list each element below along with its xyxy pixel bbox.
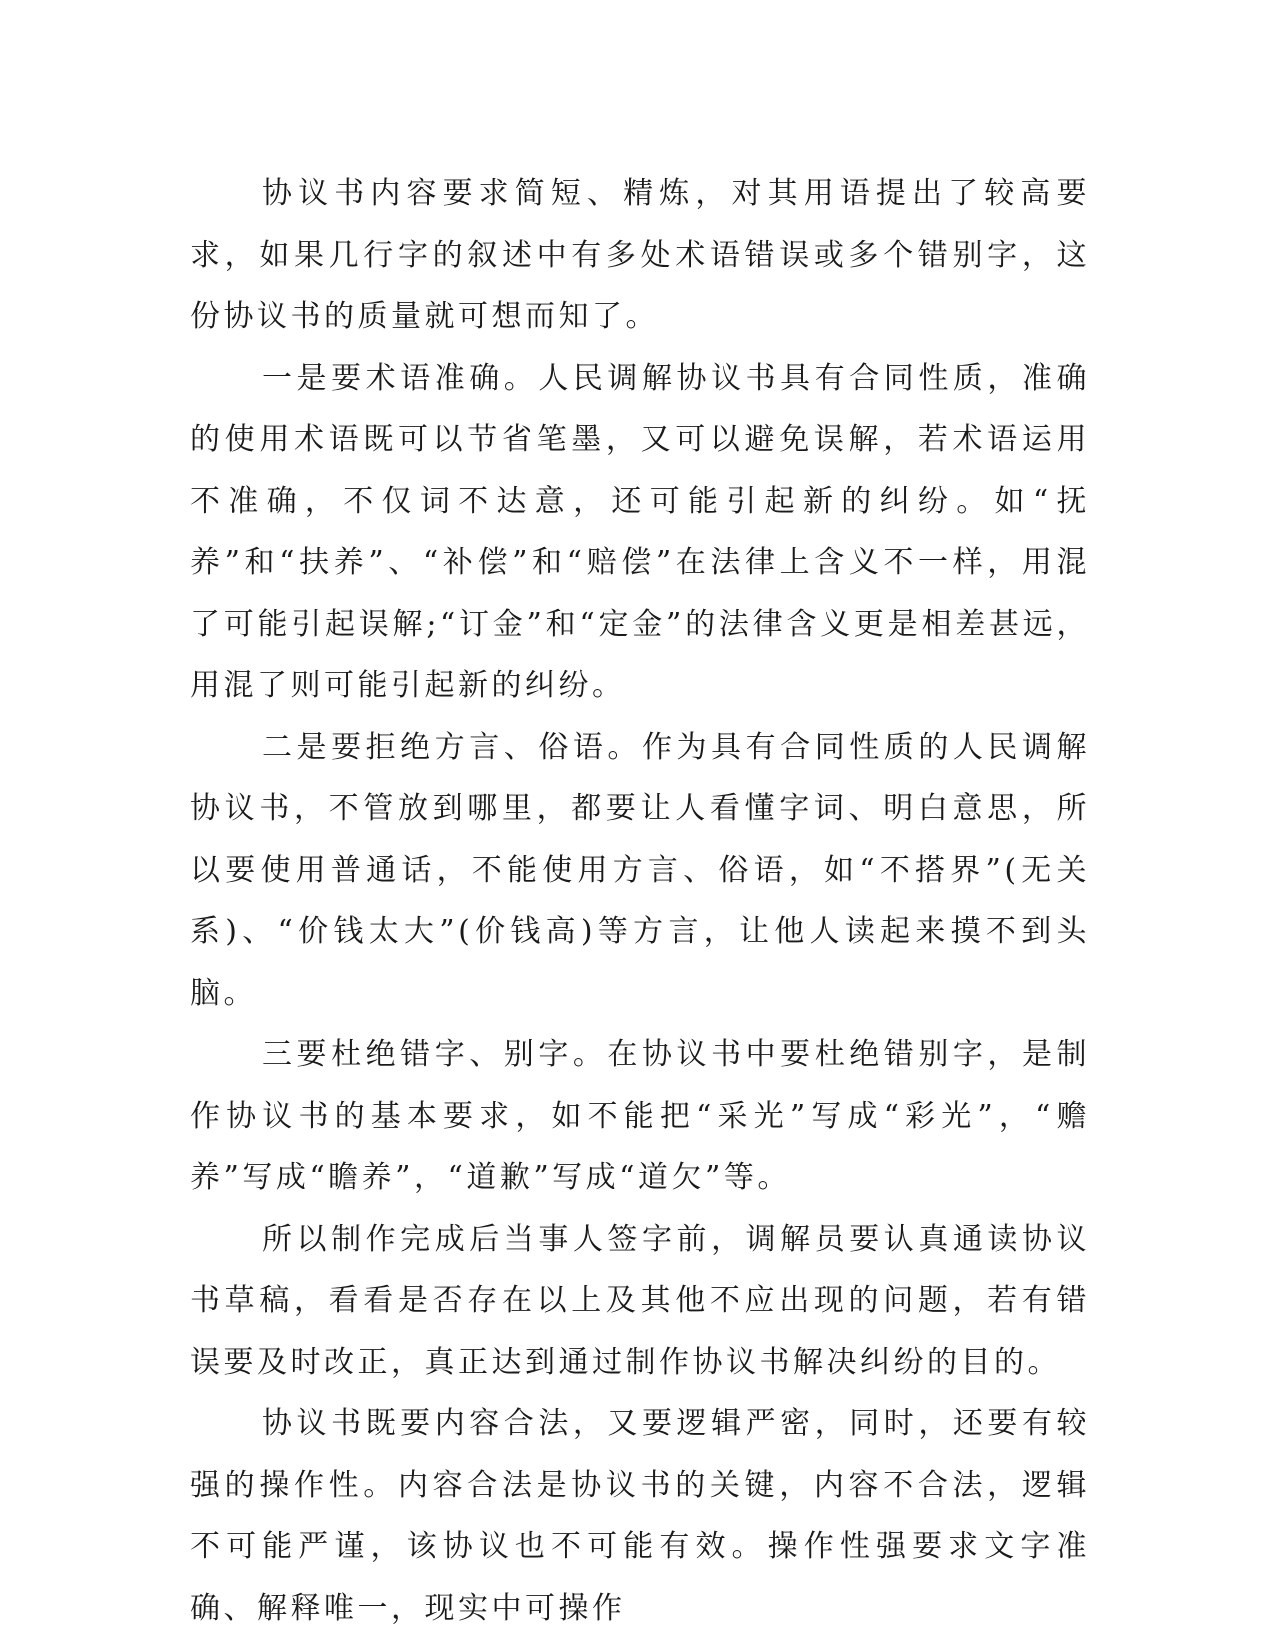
paragraph-intro: 协议书内容要求简短、精炼，对其用语提出了较高要求，如果几行字的叙述中有多处术语错误或多个错别字，这份协议书的质量就可想而知了。 <box>190 176 1090 334</box>
paragraph-terminology: 一是要术语准确。人民调解协议书具有合同性质，准确的使用术语既可以节省笔墨，又可以避免误解，若术语运用不准确，不仅词不达意，还可能引起新的纠纷。如“抚养”和“扶养”、“补偿”和“赔偿”在法律上含义不一样，用混了可能引起误解;“订金”和“定金”的法律含义更是相差甚远，用混了则可能引起新的纠纷。 <box>190 360 1090 703</box>
paragraph-legality: 协议书既要内容合法，又要逻辑严密，同时，还要有较强的操作性。内容合法是协议书的关键，内容不合法，逻辑不可能严谨，该协议也不可能有效。操作性强要求文字准确、解释唯一，现实中可操作 <box>190 1406 1090 1626</box>
body-text <box>190 163 1090 1639</box>
paragraph-typos: 三要杜绝错字、别字。在协议书中要杜绝错别字，是制作协议书的基本要求，如不能把“采光”写成“彩光”，“赡养”写成“瞻养”，“道歉”写成“道欠”等。 <box>190 1037 1090 1195</box>
paragraph-dialect: 二是要拒绝方言、俗语。作为具有合同性质的人民调解协议书，不管放到哪里，都要让人看懂字词、明白意思，所以要使用普通话，不能使用方言、俗语，如“不搭界”(无关系)、“价钱太大”(价钱高)等方言，让他人读起来摸不到头脑。 <box>190 729 1090 1011</box>
paragraph-review: 所以制作完成后当事人签字前，调解员要认真通读协议书草稿，看看是否存在以上及其他不应出现的问题，若有错误要及时改正，真正达到通过制作协议书解决纠纷的目的。 <box>190 1221 1090 1380</box>
